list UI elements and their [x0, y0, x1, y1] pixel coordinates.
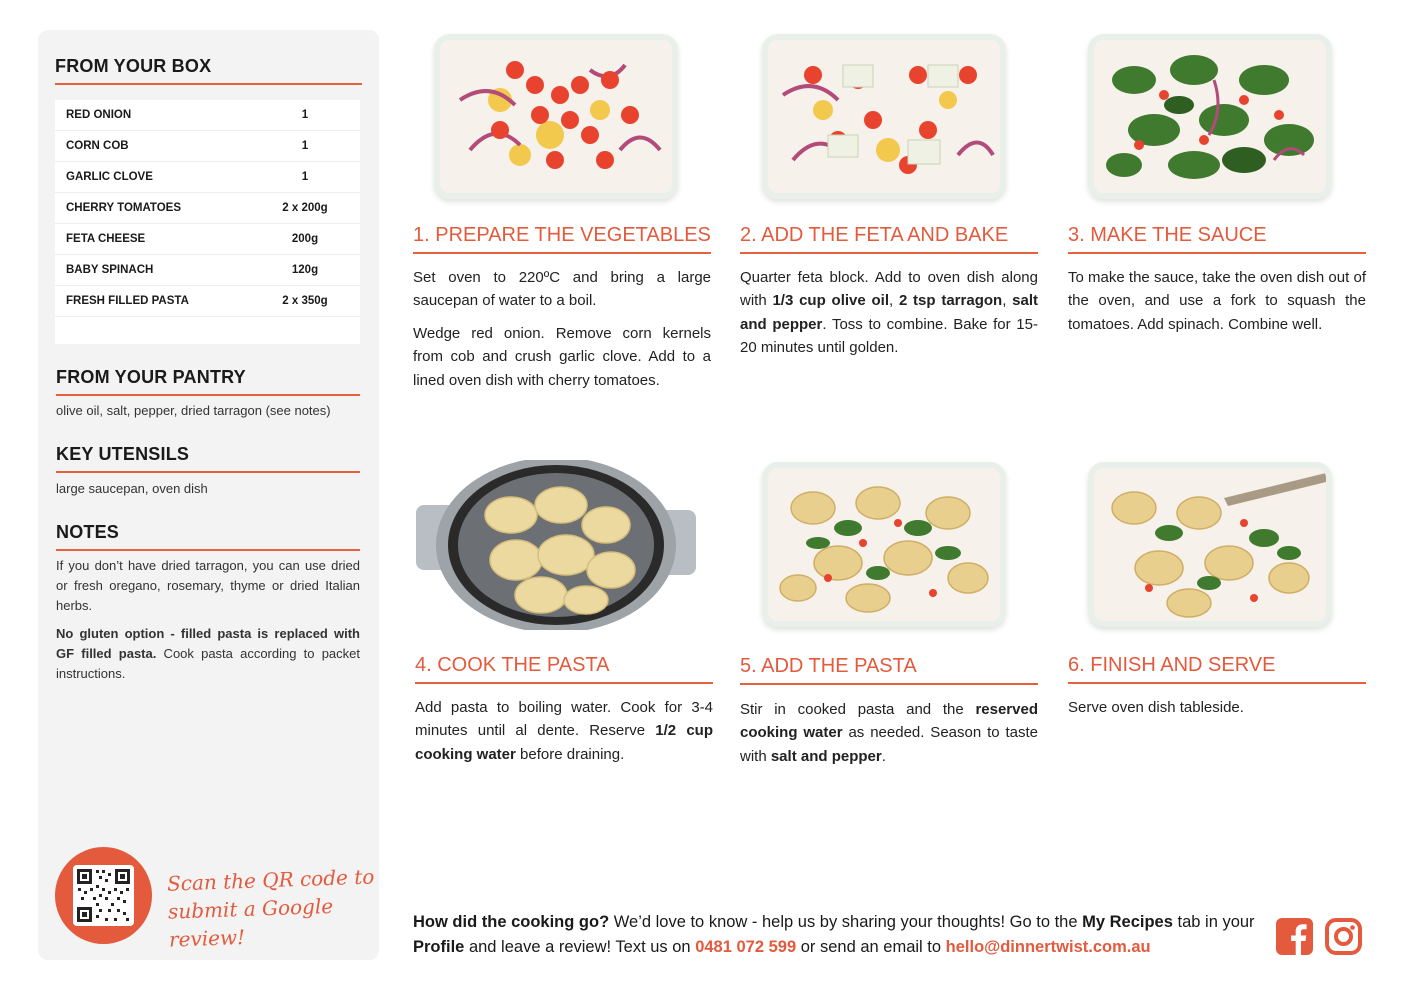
notes-title: NOTES — [56, 522, 360, 551]
footer-question: How did the cooking go? — [413, 913, 610, 931]
qr-caption-line-1: Scan the QR code to — [166, 864, 375, 896]
step-4-photo — [416, 460, 696, 630]
ingredient-qty: 1 — [301, 140, 309, 152]
step-4-text — [415, 696, 713, 775]
step-3-text — [1068, 266, 1366, 345]
notes-gf-text: Cook pasta according to packet instructions. — [56, 646, 360, 681]
ingredient-qty: 2 x 350g — [282, 295, 328, 307]
feedback-footer — [413, 910, 1263, 960]
step-5-text-3: . — [881, 747, 886, 765]
box-title: FROM YOUR BOX — [55, 56, 362, 85]
step-5-text-2: as needed. Season to taste with — [740, 724, 1038, 765]
step-1-photo — [434, 34, 678, 199]
footer-text-2: tab in your — [1172, 913, 1255, 931]
step-2-text-4: . Toss to combine. Bake for 15-20 minutes until golden. — [740, 315, 1038, 357]
utensils-title: KEY UTENSILS — [56, 444, 360, 473]
step-5-photo — [762, 462, 1006, 627]
ingredient-row — [55, 193, 360, 224]
qr-badge[interactable] — [55, 847, 152, 944]
instagram-icon[interactable] — [1325, 918, 1362, 955]
ingredients-sidebar — [38, 30, 379, 960]
utensils-text: large saucepan, oven dish — [56, 481, 208, 496]
ingredients-table — [55, 100, 360, 344]
ingredient-name: FRESH FILLED PASTA — [66, 295, 189, 307]
step-4-bold-1: 1/2 cup cooking water — [415, 722, 713, 763]
footer-phone-link[interactable]: 0481 072 599 — [695, 938, 797, 956]
ingredient-row — [55, 162, 360, 193]
notes-text: If you don’t have dried tarragon, you can use dried or fresh oregano, rosemary, thyme or dried Italian herbs. — [56, 558, 360, 613]
step-1-para-1: Set oven to 220ºC and bring a large saucepan of water to a boil. — [413, 269, 711, 310]
step-5-bold-2: salt and pepper — [770, 747, 882, 765]
step-2-text-2: , — [888, 292, 899, 310]
step-6-title: 6. FINISH AND SERVE — [1068, 654, 1366, 684]
ingredient-row — [55, 131, 360, 162]
step-2-bold-1: 1/3 cup olive oil — [772, 292, 889, 310]
step-2-text — [740, 266, 1038, 369]
footer-email-link[interactable]: hello@dinnertwist.com.au — [945, 938, 1151, 956]
footer-text-1: We’d love to know - help us by sharing your thoughts! Go to the — [609, 913, 1083, 931]
step-5-title: 5. ADD THE PASTA — [740, 655, 1038, 685]
facebook-icon[interactable] — [1276, 918, 1313, 955]
ingredient-row — [55, 255, 360, 286]
ingredient-qty: 200g — [291, 233, 319, 245]
ingredient-row — [55, 100, 360, 131]
step-2-photo — [762, 34, 1006, 199]
step-5-text-1: Stir in cooked pasta and the — [740, 701, 976, 718]
qr-caption-line-2: submit a Google review! — [167, 893, 334, 952]
ingredient-name: GARLIC CLOVE — [66, 171, 153, 183]
ingredient-name: CHERRY TOMATOES — [66, 202, 182, 214]
step-3-title: 3. MAKE THE SAUCE — [1068, 224, 1366, 254]
ingredient-name: FETA CHEESE — [66, 233, 146, 245]
step-4-text-2: before draining. — [515, 745, 625, 763]
step-2-title: 2. ADD THE FETA AND BAKE — [740, 224, 1038, 254]
step-1-para-2: Wedge red onion. Remove corn kernels from cob and crush garlic clove. Add to a lined oven dish with cherry tomatoes. — [413, 324, 711, 389]
step-2-text-1: Quarter feta block. Add to oven dish along with — [740, 269, 1038, 310]
step-6-para-1: Serve oven dish tableside. — [1068, 699, 1244, 716]
notes-gf-bold: No gluten option - filled pasta is replaced with GF filled pasta. — [56, 626, 360, 661]
pantry-text: olive oil, salt, pepper, dried tarragon (see notes) — [56, 403, 331, 418]
ingredient-qty: 1 — [301, 171, 309, 183]
pantry-title: FROM YOUR PANTRY — [56, 367, 360, 396]
footer-my-recipes: My Recipes — [1082, 913, 1173, 931]
step-5-bold-1: reserved cooking water — [740, 701, 1038, 742]
ingredient-row — [55, 224, 360, 255]
ingredient-row — [55, 286, 360, 317]
footer-profile: Profile — [413, 938, 465, 956]
footer-text-3: and leave a review! Text us on — [464, 938, 696, 956]
qr-caption — [167, 862, 381, 953]
step-1-text — [413, 266, 711, 401]
step-4-text-1: Add pasta to boiling water. Cook for 3-4 minutes until al dente. Reserve — [415, 699, 713, 740]
step-6-text — [1068, 696, 1366, 728]
qr-code-icon — [73, 865, 134, 926]
ingredient-qty: 1 — [301, 109, 309, 121]
ingredient-name: BABY SPINACH — [66, 264, 154, 276]
step-3-photo — [1088, 34, 1332, 199]
step-5-text — [740, 698, 1038, 777]
ingredient-qty: 2 x 200g — [282, 202, 328, 214]
step-2-text-3: , — [1002, 292, 1013, 310]
step-3-para-1: To make the sauce, take the oven dish out of the oven, and use a fork to squash the tomatoes. Add spinach. Combine well. — [1068, 269, 1366, 333]
ingredient-name: RED ONION — [66, 109, 132, 121]
footer-text-4: or send an email to — [796, 938, 946, 956]
step-2-bold-3: salt and pepper — [740, 292, 1038, 333]
step-1-title: 1. PREPARE THE VEGETABLES — [413, 224, 711, 254]
ingredient-qty: 120g — [291, 264, 319, 276]
step-6-photo — [1088, 462, 1332, 627]
step-4-title: 4. COOK THE PASTA — [415, 654, 713, 684]
ingredient-name: CORN COB — [66, 140, 129, 152]
notes-gf — [56, 624, 360, 684]
step-2-bold-2: 2 tsp tarragon — [898, 292, 1003, 310]
